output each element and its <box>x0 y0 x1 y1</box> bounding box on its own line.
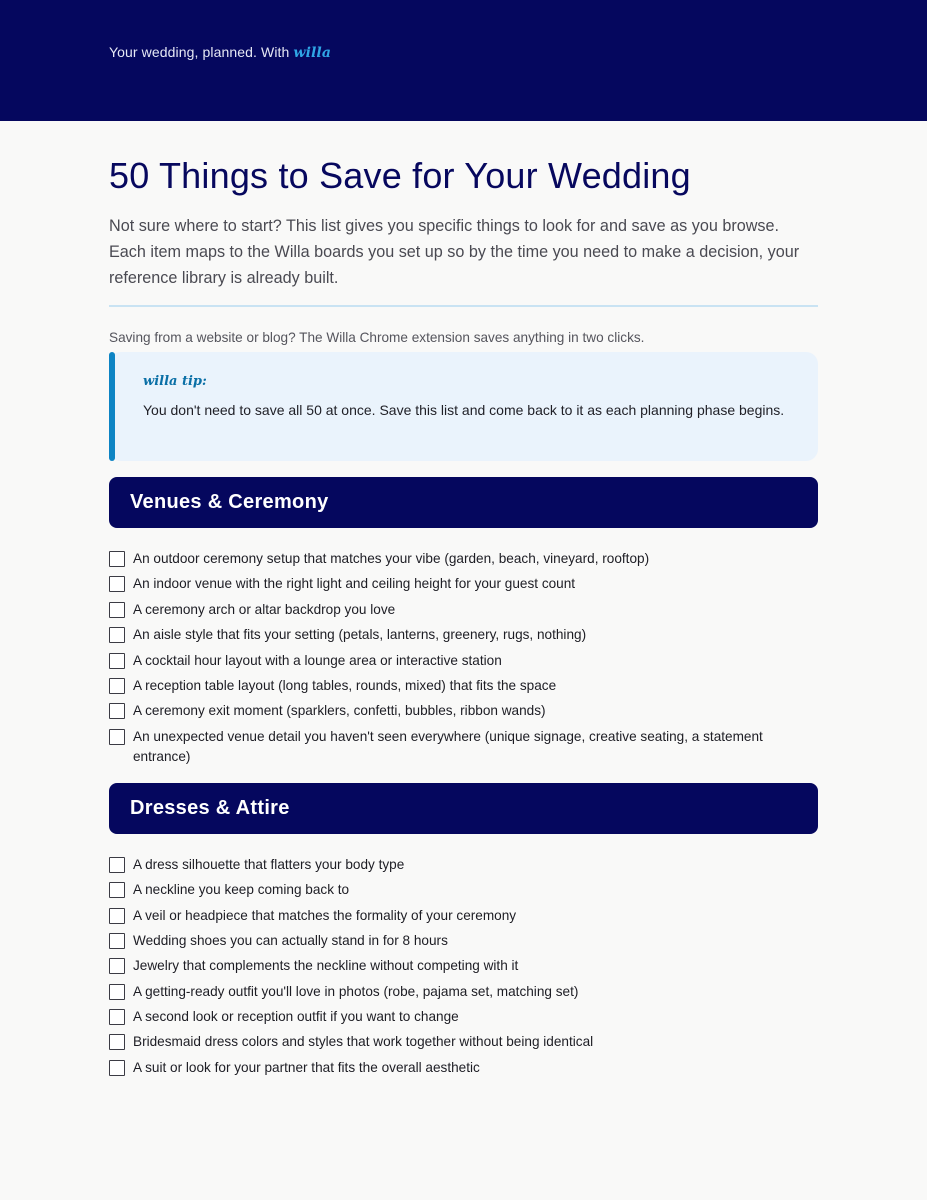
checklist-item <box>109 600 818 620</box>
tip-text: You don't need to save all 50 at once. Save this list and come back to it as each planning phase begins. <box>143 402 785 418</box>
checklist-item <box>109 880 818 900</box>
checkbox[interactable] <box>109 857 125 873</box>
checklist-item-text: Jewelry that complements the neckline without competing with it <box>133 958 519 974</box>
checkbox[interactable] <box>109 958 125 974</box>
checklist-item <box>109 1058 818 1078</box>
checklist-item-text: A veil or headpiece that matches the formality of your ceremony <box>133 907 517 923</box>
checklist-item <box>109 549 818 569</box>
checklist-item <box>109 625 818 645</box>
checkbox[interactable] <box>109 1060 125 1076</box>
checklist-item-text: A getting-ready outfit you'll love in photos (robe, pajama set, matching set) <box>133 983 579 999</box>
willa-logo[interactable]: willa <box>293 45 331 61</box>
checkbox[interactable] <box>109 908 125 924</box>
checkbox[interactable] <box>109 576 125 592</box>
checkbox[interactable] <box>109 678 125 694</box>
checklist-sections <box>109 477 818 1078</box>
divider <box>109 305 818 307</box>
checklist-item-text: Wedding shoes you can actually stand in for 8 hours <box>133 932 448 948</box>
checklist-item-text: A suit or look for your partner that fits the overall aesthetic <box>133 1059 480 1075</box>
section-title: Venues & Ceremony <box>130 491 329 513</box>
checklist-item <box>109 855 818 875</box>
tagline <box>109 44 331 61</box>
checklist-item <box>109 651 818 671</box>
checkbox[interactable] <box>109 933 125 949</box>
checklist-dresses-and-attire <box>109 855 818 1078</box>
intro-paragraph: Not sure where to start? This list gives you specific things to look for and save as you browse. Each item maps to the Willa boards you set up so by the time you need to make a decision, your reference library is already built. <box>109 217 800 287</box>
checklist-venues-and-ceremony <box>109 549 818 767</box>
top-banner <box>0 0 927 121</box>
checkbox[interactable] <box>109 653 125 669</box>
checklist-item <box>109 931 818 951</box>
tip-accent-bar <box>109 352 115 461</box>
checkbox[interactable] <box>109 882 125 898</box>
checklist-item <box>109 701 818 721</box>
tagline-text: Your wedding, planned. With <box>109 44 290 60</box>
checklist-item <box>109 676 818 696</box>
checkbox[interactable] <box>109 602 125 618</box>
section-header-dresses-and-attire <box>109 783 818 834</box>
checklist-item-text: A ceremony exit moment (sparklers, confetti, bubbles, ribbon wands) <box>133 703 546 719</box>
checkbox[interactable] <box>109 1009 125 1025</box>
checkbox[interactable] <box>109 1034 125 1050</box>
checklist-item <box>109 982 818 1002</box>
checkbox[interactable] <box>109 551 125 567</box>
checkbox[interactable] <box>109 729 125 745</box>
checklist-item-text: A dress silhouette that flatters your body type <box>133 856 405 872</box>
main-content <box>109 121 818 1083</box>
checklist-item-text: A ceremony arch or altar backdrop you love <box>133 601 396 617</box>
checkbox[interactable] <box>109 703 125 719</box>
checklist-item-text: A reception table layout (long tables, rounds, mixed) that fits the space <box>133 677 557 693</box>
section-title: Dresses & Attire <box>130 796 290 819</box>
checklist-item <box>109 956 818 976</box>
checkbox[interactable] <box>109 627 125 643</box>
tip-label: willa tip: <box>143 374 207 389</box>
checklist-item-text: A second look or reception outfit if you want to change <box>133 1009 459 1025</box>
section-header-venues-and-ceremony <box>109 477 818 528</box>
checkbox[interactable] <box>109 984 125 1000</box>
checklist-item <box>109 574 818 594</box>
checklist-item-text: An indoor venue with the right light and ceiling height for your guest count <box>133 576 576 592</box>
checklist-item-text: An unexpected venue detail you haven't seen everywhere (unique signage, creative seating, a statement entrance) <box>133 728 763 764</box>
checklist-item <box>109 906 818 926</box>
checklist-item-text: An outdoor ceremony setup that matches your vibe (garden, beach, vineyard, rooftop) <box>133 551 650 566</box>
checklist-item <box>109 1032 818 1052</box>
page-title: 50 Things to Save for Your Wedding <box>109 155 691 196</box>
checklist-item-text: A cocktail hour layout with a lounge area or interactive station <box>133 652 502 668</box>
checklist-item-text: Bridesmaid dress colors and styles that work together without being identical <box>133 1034 594 1050</box>
willa-tip-callout <box>109 352 818 461</box>
checklist-item <box>109 1007 818 1027</box>
chrome-extension-note: Saving from a website or blog? The Willa Chrome extension saves anything in two clicks. <box>109 330 645 345</box>
checklist-item-text: An aisle style that fits your setting (petals, lanterns, greenery, rugs, nothing) <box>133 627 587 643</box>
checklist-item <box>109 727 818 767</box>
checklist-item-text: A neckline you keep coming back to <box>133 882 350 898</box>
